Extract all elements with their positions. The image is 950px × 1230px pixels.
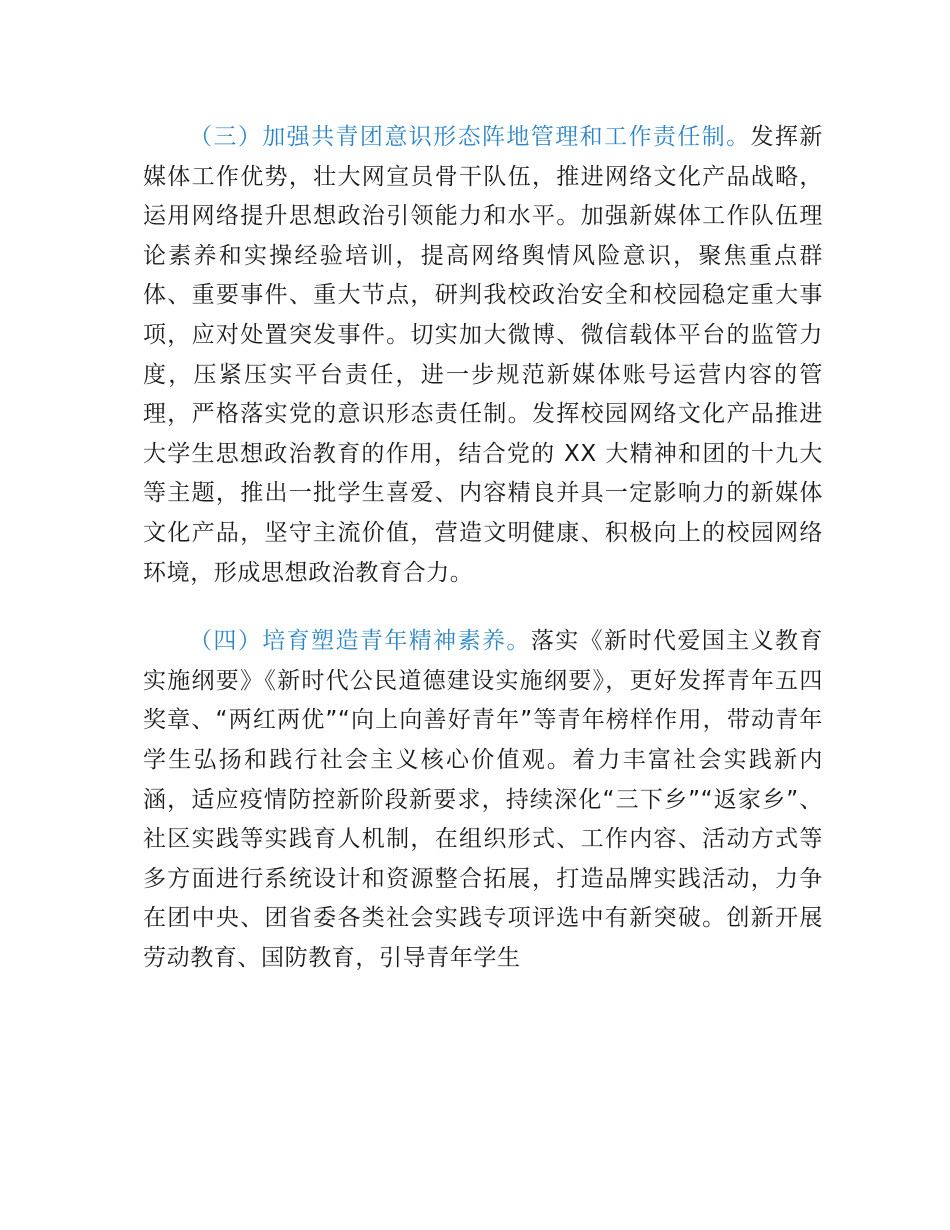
section-3-body: 发挥新媒体工作优势，壮大网宣员骨干队伍，推进网络文化产品战略，运用网络提升思想政治引领能力和水平。加强新媒体工作队伍理论素养和实操经验培训，提高网络舆情风险意识，聚焦重点群体、重要事件、重大节点，研判我校政治安全和校园稳定重大事项，应对处置突发事件。切实加大微博、微信载体平台的监管力度，压紧压实平台责任，进一步规范新媒体账号运营内容的管理，严格落实党的意识形态责任制。发挥校园网络文化产品推进大学生思想政治教育的作用，结合党的 XX 大精神和团的十九大等主题，推出一批学生喜爱、内容精良并具一定影响力的新媒体文化产品，坚守主流价值，营造文明健康、积极向上的校园网络环境，形成思想政治教育合力。 — [143, 124, 823, 586]
section-4-body: 落实《新时代爱国主义教育实施纲要》《新时代公民道德建设实施纲要》，更好发挥青年五四奖章、“两红两优”“向上向善好青年”等青年榜样作用，带动青年学生弘扬和践行社会主义核心价值观。着力丰富社会实践新内涵，适应疫情防控新阶段新要求，持续深化“三下乡”“返家乡”、社区实践等实践育人机制，在组织形式、工作内容、活动方式等多方面进行系统设计和资源整合拓展，打造品牌实践活动，力争在团中央、团省委各类社会实践专项评选中有新突破。创新开展劳动教育、国防教育，引导青年学生 — [143, 628, 824, 971]
section-3-heading: （三）加强共青团意识形态阵地管理和工作责任制。 — [189, 124, 751, 150]
paragraph-section-3 — [143, 118, 823, 593]
document-page — [143, 118, 823, 978]
paragraph-section-4 — [143, 622, 823, 978]
section-4-heading: （四）培育塑造青年精神素养。 — [189, 628, 531, 655]
